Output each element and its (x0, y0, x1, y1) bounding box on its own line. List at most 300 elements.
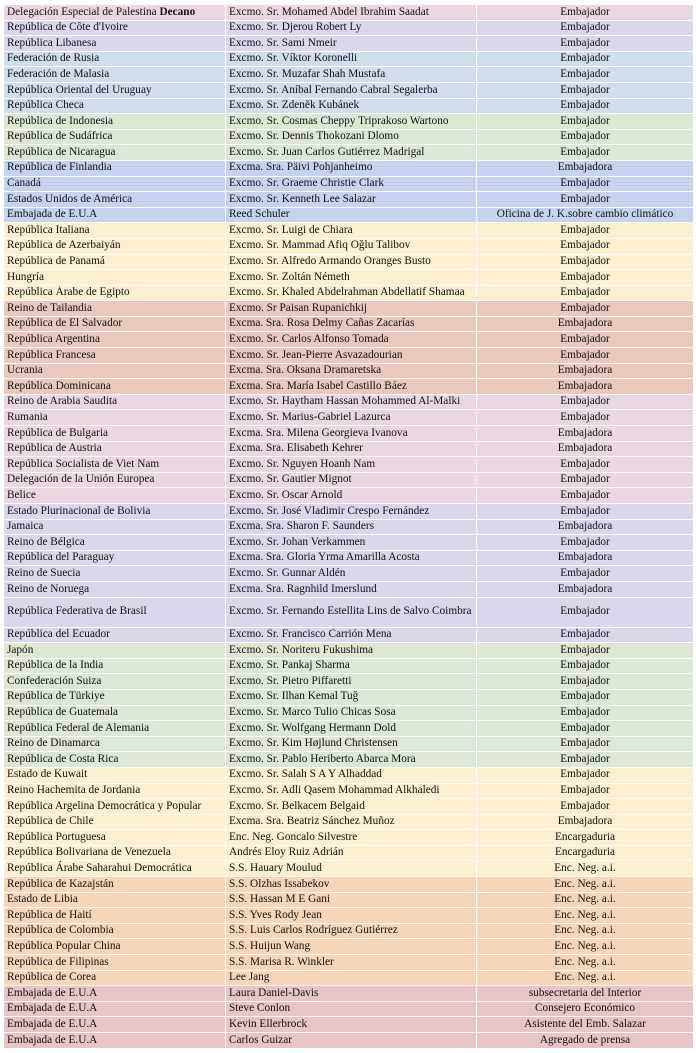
country-name: República Popular China (7, 939, 121, 952)
position-title: Embajador (477, 36, 694, 52)
representative-name: Excmo. Sr. Sami Nmeir (226, 36, 477, 52)
position-title: Embajadora (477, 379, 694, 395)
country-name: Canadá (7, 177, 41, 190)
country-name: Reino de Noruega (7, 582, 90, 595)
country-cell (4, 767, 226, 783)
table-row (4, 51, 694, 67)
representative-name: Excma. Sra. Milena Georgieva Ivanova (226, 426, 477, 442)
table-row (4, 939, 694, 955)
representative-name: Excmo. Sr. Marius-Gabriel Lazurca (226, 410, 477, 426)
representative-name: Excmo. Sr. Gunnar Aldén (226, 566, 477, 582)
representative-name: Excmo. Sr. Noriteru Fukushima (226, 643, 477, 659)
position-title: Encargaduria (477, 845, 694, 861)
table-row (4, 285, 694, 301)
country-name: República Argelina Democrática y Popular (7, 799, 202, 812)
table-row (4, 129, 694, 145)
position-title: Embajador (477, 643, 694, 659)
country-cell (4, 5, 226, 21)
table-row (4, 892, 694, 908)
position-title: Embajador (477, 627, 694, 643)
representative-name: Laura Daniel-Davis (226, 986, 477, 1002)
position-title: Embajadora (477, 814, 694, 830)
country-name: Embajada de E.U.A (7, 986, 98, 999)
country-cell (4, 861, 226, 877)
table-row (4, 488, 694, 504)
table-row (4, 1033, 694, 1049)
representative-name: Excmo. Sr. Mammad Afiq Oğlu Talibov (226, 238, 477, 254)
country-name: República Oriental del Uruguay (7, 83, 152, 96)
country-name: Confederación Suiza (7, 674, 102, 687)
position-title: Embajadora (477, 441, 694, 457)
country-cell (4, 674, 226, 690)
position-title: Embajador (477, 332, 694, 348)
position-title: Embajador (477, 472, 694, 488)
table-row (4, 441, 694, 457)
country-cell (4, 581, 226, 597)
country-name: Estado de Libia (7, 893, 78, 906)
representative-name: Excmo. Sr. Pietro Piffaretti (226, 674, 477, 690)
table-row (4, 270, 694, 286)
country-cell (4, 285, 226, 301)
country-cell (4, 472, 226, 488)
table-row (4, 783, 694, 799)
country-cell (4, 129, 226, 145)
position-title: Embajador (477, 488, 694, 504)
country-cell (4, 488, 226, 504)
country-name: República Checa (7, 99, 84, 112)
country-cell (4, 566, 226, 582)
table-row (4, 176, 694, 192)
country-name: República Francesa (7, 348, 96, 361)
table-row (4, 752, 694, 768)
representative-name: Carlos Guizar (226, 1033, 477, 1049)
representative-name: S.S. Olzhas Issabekov (226, 877, 477, 893)
position-title: Embajador (477, 410, 694, 426)
position-title: Embajador (477, 223, 694, 239)
position-title: Enc. Neg. a.i. (477, 970, 694, 986)
country-name: República de Chile (7, 815, 94, 828)
position-title: Embajador (477, 129, 694, 145)
representative-name: S.S. Luis Carlos Rodríguez Gutiérrez (226, 923, 477, 939)
country-cell (4, 145, 226, 161)
representative-name: Excma. Sra. Oksana Dramaretska (226, 363, 477, 379)
country-name: República de Türkiye (7, 690, 105, 703)
country-cell (4, 814, 226, 830)
position-title: Embajador (477, 82, 694, 98)
country-cell (4, 254, 226, 270)
representative-name: S.S. Huijun Wang (226, 939, 477, 955)
position-title: Embajador (477, 192, 694, 208)
country-name: República de Costa Rica (7, 752, 119, 765)
country-name: República de Haití (7, 908, 92, 921)
country-name: Rumania (7, 410, 48, 423)
country-cell (4, 114, 226, 130)
representative-name: Excmo. Sr. Graeme Christie Clark (226, 176, 477, 192)
representative-name: Excmo. Sr. José Vladimir Crespo Fernández (226, 504, 477, 520)
position-title: Enc. Neg. a.i. (477, 923, 694, 939)
representative-name: Excmo. Sr. Muzafar Shah Mustafa (226, 67, 477, 83)
country-cell (4, 441, 226, 457)
country-cell (4, 1017, 226, 1033)
position-title: Embajador (477, 674, 694, 690)
country-cell (4, 627, 226, 643)
country-cell (4, 223, 226, 239)
representative-name: Excmo. Sr. Ilhan Kemal Tuğ (226, 689, 477, 705)
table-row (4, 986, 694, 1002)
country-name: República Argentina (7, 333, 100, 346)
representative-name: S.S. Yves Rody Jean (226, 908, 477, 924)
table-row (4, 767, 694, 783)
representative-name: Lee Jang (226, 970, 477, 986)
country-name: República Federal de Alemania (7, 721, 150, 734)
country-cell (4, 892, 226, 908)
country-name: República del Paraguay (7, 551, 115, 564)
table-row (4, 36, 694, 52)
representative-name: Excmo. Sr. Belkacem Belgaid (226, 799, 477, 815)
country-cell (4, 830, 226, 846)
country-name: República Libanesa (7, 36, 97, 49)
country-cell (4, 752, 226, 768)
dean-label: Decano (159, 5, 196, 18)
representative-name: Excmo. Sr. Gautier Mignot (226, 472, 477, 488)
position-title: Embajador (477, 238, 694, 254)
country-cell (4, 332, 226, 348)
representative-name: Excma. Sra. Ragnhild Imerslund (226, 581, 477, 597)
table-row (4, 20, 694, 36)
country-name: República de Filipinas (7, 955, 109, 968)
position-title: Embajadora (477, 316, 694, 332)
position-title: Embajador (477, 504, 694, 520)
country-name: Federación de Rusia (7, 52, 100, 65)
table-row (4, 923, 694, 939)
table-row (4, 426, 694, 442)
position-title: Embajador (477, 689, 694, 705)
position-title: Embajador (477, 736, 694, 752)
representative-name: Excmo. Sr. Khaled Abdelrahman Abdellatif Shamaa (226, 285, 477, 301)
country-name: Reino de Suecia (7, 566, 81, 579)
country-name: República de Colombia (7, 924, 114, 937)
table-row (4, 535, 694, 551)
position-title: Embajador (477, 799, 694, 815)
position-title: Embajador (477, 285, 694, 301)
country-cell (4, 877, 226, 893)
position-title: Embajador (477, 98, 694, 114)
representative-name: Excmo. Sr. Luigi de Chiara (226, 223, 477, 239)
position-title: Embajador (477, 394, 694, 410)
representative-name: Excma. Sra. Sharon F. Saunders (226, 519, 477, 535)
representative-name: Excmo. Sr Paisan Rupanichkij (226, 301, 477, 317)
position-title: Embajador (477, 566, 694, 582)
representative-name: Excmo. Sr. Juan Carlos Gutiérrez Madrigal (226, 145, 477, 161)
table-row (4, 970, 694, 986)
representative-name: S.S. Hauary Moulud (226, 861, 477, 877)
representative-name: Excmo. Sr. Dennis Thokozani Dlomo (226, 129, 477, 145)
country-name: Estado de Kuwait (7, 768, 88, 781)
table-row (4, 1017, 694, 1033)
country-name: República de Guatemala (7, 706, 119, 719)
position-title: Embajador (477, 705, 694, 721)
country-name: Embajada de E.U.A (7, 1033, 98, 1046)
position-title: Embajadora (477, 550, 694, 566)
position-title: subsecretaria del Interior (477, 986, 694, 1002)
country-name: Federación de Malasia (7, 67, 110, 80)
table-row (4, 192, 694, 208)
position-title: Embajadora (477, 160, 694, 176)
position-title: Embajador (477, 783, 694, 799)
table-row (4, 955, 694, 971)
table-row (4, 877, 694, 893)
country-cell (4, 970, 226, 986)
table-row (4, 845, 694, 861)
country-cell (4, 1033, 226, 1049)
table-row (4, 504, 694, 520)
representative-name: Excmo. Sr. Aníbal Fernando Cabral Segalerba (226, 82, 477, 98)
representative-name: S.S. Marisa R. Winkler (226, 955, 477, 971)
position-title: Embajadora (477, 519, 694, 535)
position-title: Embajador (477, 270, 694, 286)
representative-name: Enc. Neg. Goncalo Silvestre (226, 830, 477, 846)
country-cell (4, 410, 226, 426)
representative-name: Excmo. Sr. Zoltán Németh (226, 270, 477, 286)
country-cell (4, 799, 226, 815)
country-name: República de Bulgaria (7, 426, 109, 439)
position-title: Enc. Neg. a.i. (477, 892, 694, 908)
country-cell (4, 238, 226, 254)
country-cell (4, 689, 226, 705)
representative-name: Excma. Sra. María Isabel Castillo Báez (226, 379, 477, 395)
country-name: Reino Hachemita de Jordania (7, 784, 141, 797)
country-name: República de Kazajstán (7, 877, 114, 890)
country-cell (4, 176, 226, 192)
position-title: Embajadora (477, 581, 694, 597)
country-cell (4, 939, 226, 955)
table-row (4, 674, 694, 690)
table-row (4, 689, 694, 705)
country-name: República de Finlandia (7, 161, 112, 174)
table-row (4, 301, 694, 317)
representative-name: Andrés Eloy Ruiz Adrián (226, 845, 477, 861)
representative-name: Excma. Sra. Elisabeth Kehrer (226, 441, 477, 457)
position-title: Embajador (477, 301, 694, 317)
table-row (4, 363, 694, 379)
table-row (4, 519, 694, 535)
table-row (4, 457, 694, 473)
country-cell (4, 82, 226, 98)
country-cell (4, 736, 226, 752)
country-cell (4, 535, 226, 551)
representative-name: Excmo. Sr. Djerou Robert Ly (226, 20, 477, 36)
position-title: Embajador (477, 176, 694, 192)
representative-name: Excmo. Sr. Kenneth Lee Salazar (226, 192, 477, 208)
representative-name: Steve Conlon (226, 1001, 477, 1017)
table-row (4, 550, 694, 566)
country-name: Estados Unidos de América (7, 192, 133, 205)
position-title: Embajador (477, 348, 694, 364)
representative-name: Excmo. Sr. Pankaj Sharma (226, 658, 477, 674)
table-row (4, 332, 694, 348)
representative-name: Excma. Sra. Päivi Pohjanheimo (226, 160, 477, 176)
table-row (4, 908, 694, 924)
representative-name: Excma. Sra. Rosa Delmy Cañas Zacarías (226, 316, 477, 332)
country-cell (4, 98, 226, 114)
table-row (4, 98, 694, 114)
country-cell (4, 845, 226, 861)
position-title: Embajador (477, 5, 694, 21)
country-name: República Árabe de Egipto (7, 286, 130, 299)
table-row (4, 736, 694, 752)
country-cell (4, 597, 226, 627)
country-name: República de Corea (7, 971, 97, 984)
country-cell (4, 705, 226, 721)
country-name: República de Austria (7, 442, 102, 455)
representative-name: Excmo. Sr. Mohamed Abdel Ibrahim Saadat (226, 5, 477, 21)
position-title: Embajador (477, 254, 694, 270)
table-row (4, 705, 694, 721)
country-cell (4, 550, 226, 566)
diplomatic-list-table (3, 4, 694, 1049)
table-row (4, 721, 694, 737)
position-title: Embajador (477, 752, 694, 768)
table-row (4, 581, 694, 597)
table-row (4, 597, 694, 627)
country-name: República de Sudáfrica (7, 130, 113, 143)
position-title: Embajador (477, 67, 694, 83)
country-cell (4, 316, 226, 332)
table-row (4, 316, 694, 332)
table-row (4, 223, 694, 239)
position-title: Encargaduria (477, 830, 694, 846)
representative-name: Excmo. Sr. Carlos Alfonso Tomada (226, 332, 477, 348)
table-row (4, 566, 694, 582)
country-name: Reino de Dinamarca (7, 737, 100, 750)
position-title: Embajador (477, 457, 694, 473)
representative-name: Excmo. Sr. Salah S A Y Alhaddad (226, 767, 477, 783)
representative-name: Excmo. Sr. Kim Højlund Christensen (226, 736, 477, 752)
country-name: República de El Salvador (7, 317, 123, 330)
representative-name: Excmo. Sr. Nguyen Hoanh Nam (226, 457, 477, 473)
table-row (4, 238, 694, 254)
table-row (4, 379, 694, 395)
table-row (4, 643, 694, 659)
position-title: Enc. Neg. a.i. (477, 861, 694, 877)
country-name: Belice (7, 488, 36, 501)
country-cell (4, 363, 226, 379)
representative-name: Kevin Ellerbrock (226, 1017, 477, 1033)
country-name: Delegación Especial de Palestina (7, 5, 157, 18)
country-name: República del Ecuador (7, 628, 110, 641)
position-title: Asistente del Emb. Salazar (477, 1017, 694, 1033)
table-row (4, 145, 694, 161)
country-cell (4, 36, 226, 52)
country-name: República Bolivariana de Venezuela (7, 846, 171, 859)
table-row (4, 254, 694, 270)
representative-name: Reed Schuler (226, 207, 477, 223)
country-cell (4, 301, 226, 317)
country-name: Hungría (7, 270, 45, 283)
country-name: Embajada de E.U.A (7, 208, 98, 221)
country-cell (4, 643, 226, 659)
country-name: Embajada de E.U.A (7, 1002, 98, 1015)
table-row (4, 348, 694, 364)
representative-name: Excmo. Sr. Oscar Arnold (226, 488, 477, 504)
country-cell (4, 67, 226, 83)
position-title: Embajador (477, 597, 694, 627)
country-name: República Italiana (7, 223, 90, 236)
position-title: Embajador (477, 114, 694, 130)
country-cell (4, 457, 226, 473)
position-title: Embajador (477, 145, 694, 161)
country-cell (4, 923, 226, 939)
country-cell (4, 20, 226, 36)
country-cell (4, 658, 226, 674)
position-title: Oficina de J. K.sobre cambio climático (477, 207, 694, 223)
country-cell (4, 504, 226, 520)
table-row (4, 394, 694, 410)
country-name: Reino de Tailandia (7, 301, 92, 314)
country-cell (4, 986, 226, 1002)
country-name: Reino de Bélgica (7, 535, 85, 548)
country-cell (4, 721, 226, 737)
country-name: República de Azerbaiyán (7, 239, 121, 252)
position-title: Embajador (477, 20, 694, 36)
position-title: Embajadora (477, 363, 694, 379)
country-name: Jamaica (7, 520, 44, 533)
representative-name: Excmo. Sr. Cosmas Cheppy Triprakoso Wartono (226, 114, 477, 130)
country-cell (4, 270, 226, 286)
representative-name: Excmo. Sr. Francisco Carrión Mena (226, 627, 477, 643)
table-row (4, 861, 694, 877)
country-name: República de Panamá (7, 255, 105, 268)
table-row (4, 627, 694, 643)
country-name: Reino de Arabia Saudita (7, 395, 118, 408)
table-row (4, 160, 694, 176)
position-title: Consejero Económico (477, 1001, 694, 1017)
country-name: República de Indonesia (7, 114, 114, 127)
country-name: República Árabe Saharahui Democrática (7, 862, 192, 875)
table-row (4, 5, 694, 21)
representative-name: S.S. Hassan M E Gani (226, 892, 477, 908)
representative-name: Excmo. Sr. Adli Qasem Mohammad Alkhaledi (226, 783, 477, 799)
position-title: Embajador (477, 51, 694, 67)
country-cell (4, 519, 226, 535)
country-cell (4, 51, 226, 67)
country-name: República Socialista de Viet Nam (7, 457, 160, 470)
representative-name: Excmo. Sr. Pablo Heriberto Abarca Mora (226, 752, 477, 768)
table-row (4, 410, 694, 426)
country-name: Japón (7, 643, 34, 656)
position-title: Enc. Neg. a.i. (477, 877, 694, 893)
country-cell (4, 783, 226, 799)
representative-name: Excmo. Sr. Haytham Hassan Mohammed Al-Malki (226, 394, 477, 410)
country-name: República Federativa de Brasil (7, 605, 147, 618)
position-title: Agregado de prensa (477, 1033, 694, 1049)
country-cell (4, 348, 226, 364)
country-name: Estado Plurinacional de Bolivia (7, 504, 151, 517)
country-cell (4, 394, 226, 410)
representative-name: Excmo. Sr. Wolfgang Hermann Dold (226, 721, 477, 737)
country-name: República Portuguesa (7, 830, 106, 843)
representative-name: Excma. Sra. Beatriz Sánchez Muñoz (226, 814, 477, 830)
country-name: República de Nicaragua (7, 145, 116, 158)
country-cell (4, 908, 226, 924)
table-row (4, 82, 694, 98)
position-title: Embajador (477, 721, 694, 737)
country-name: República de Côte d'Ivoire (7, 21, 128, 34)
table-row (4, 1001, 694, 1017)
table-row (4, 830, 694, 846)
position-title: Enc. Neg. a.i. (477, 939, 694, 955)
country-name: Ucrania (7, 364, 43, 377)
